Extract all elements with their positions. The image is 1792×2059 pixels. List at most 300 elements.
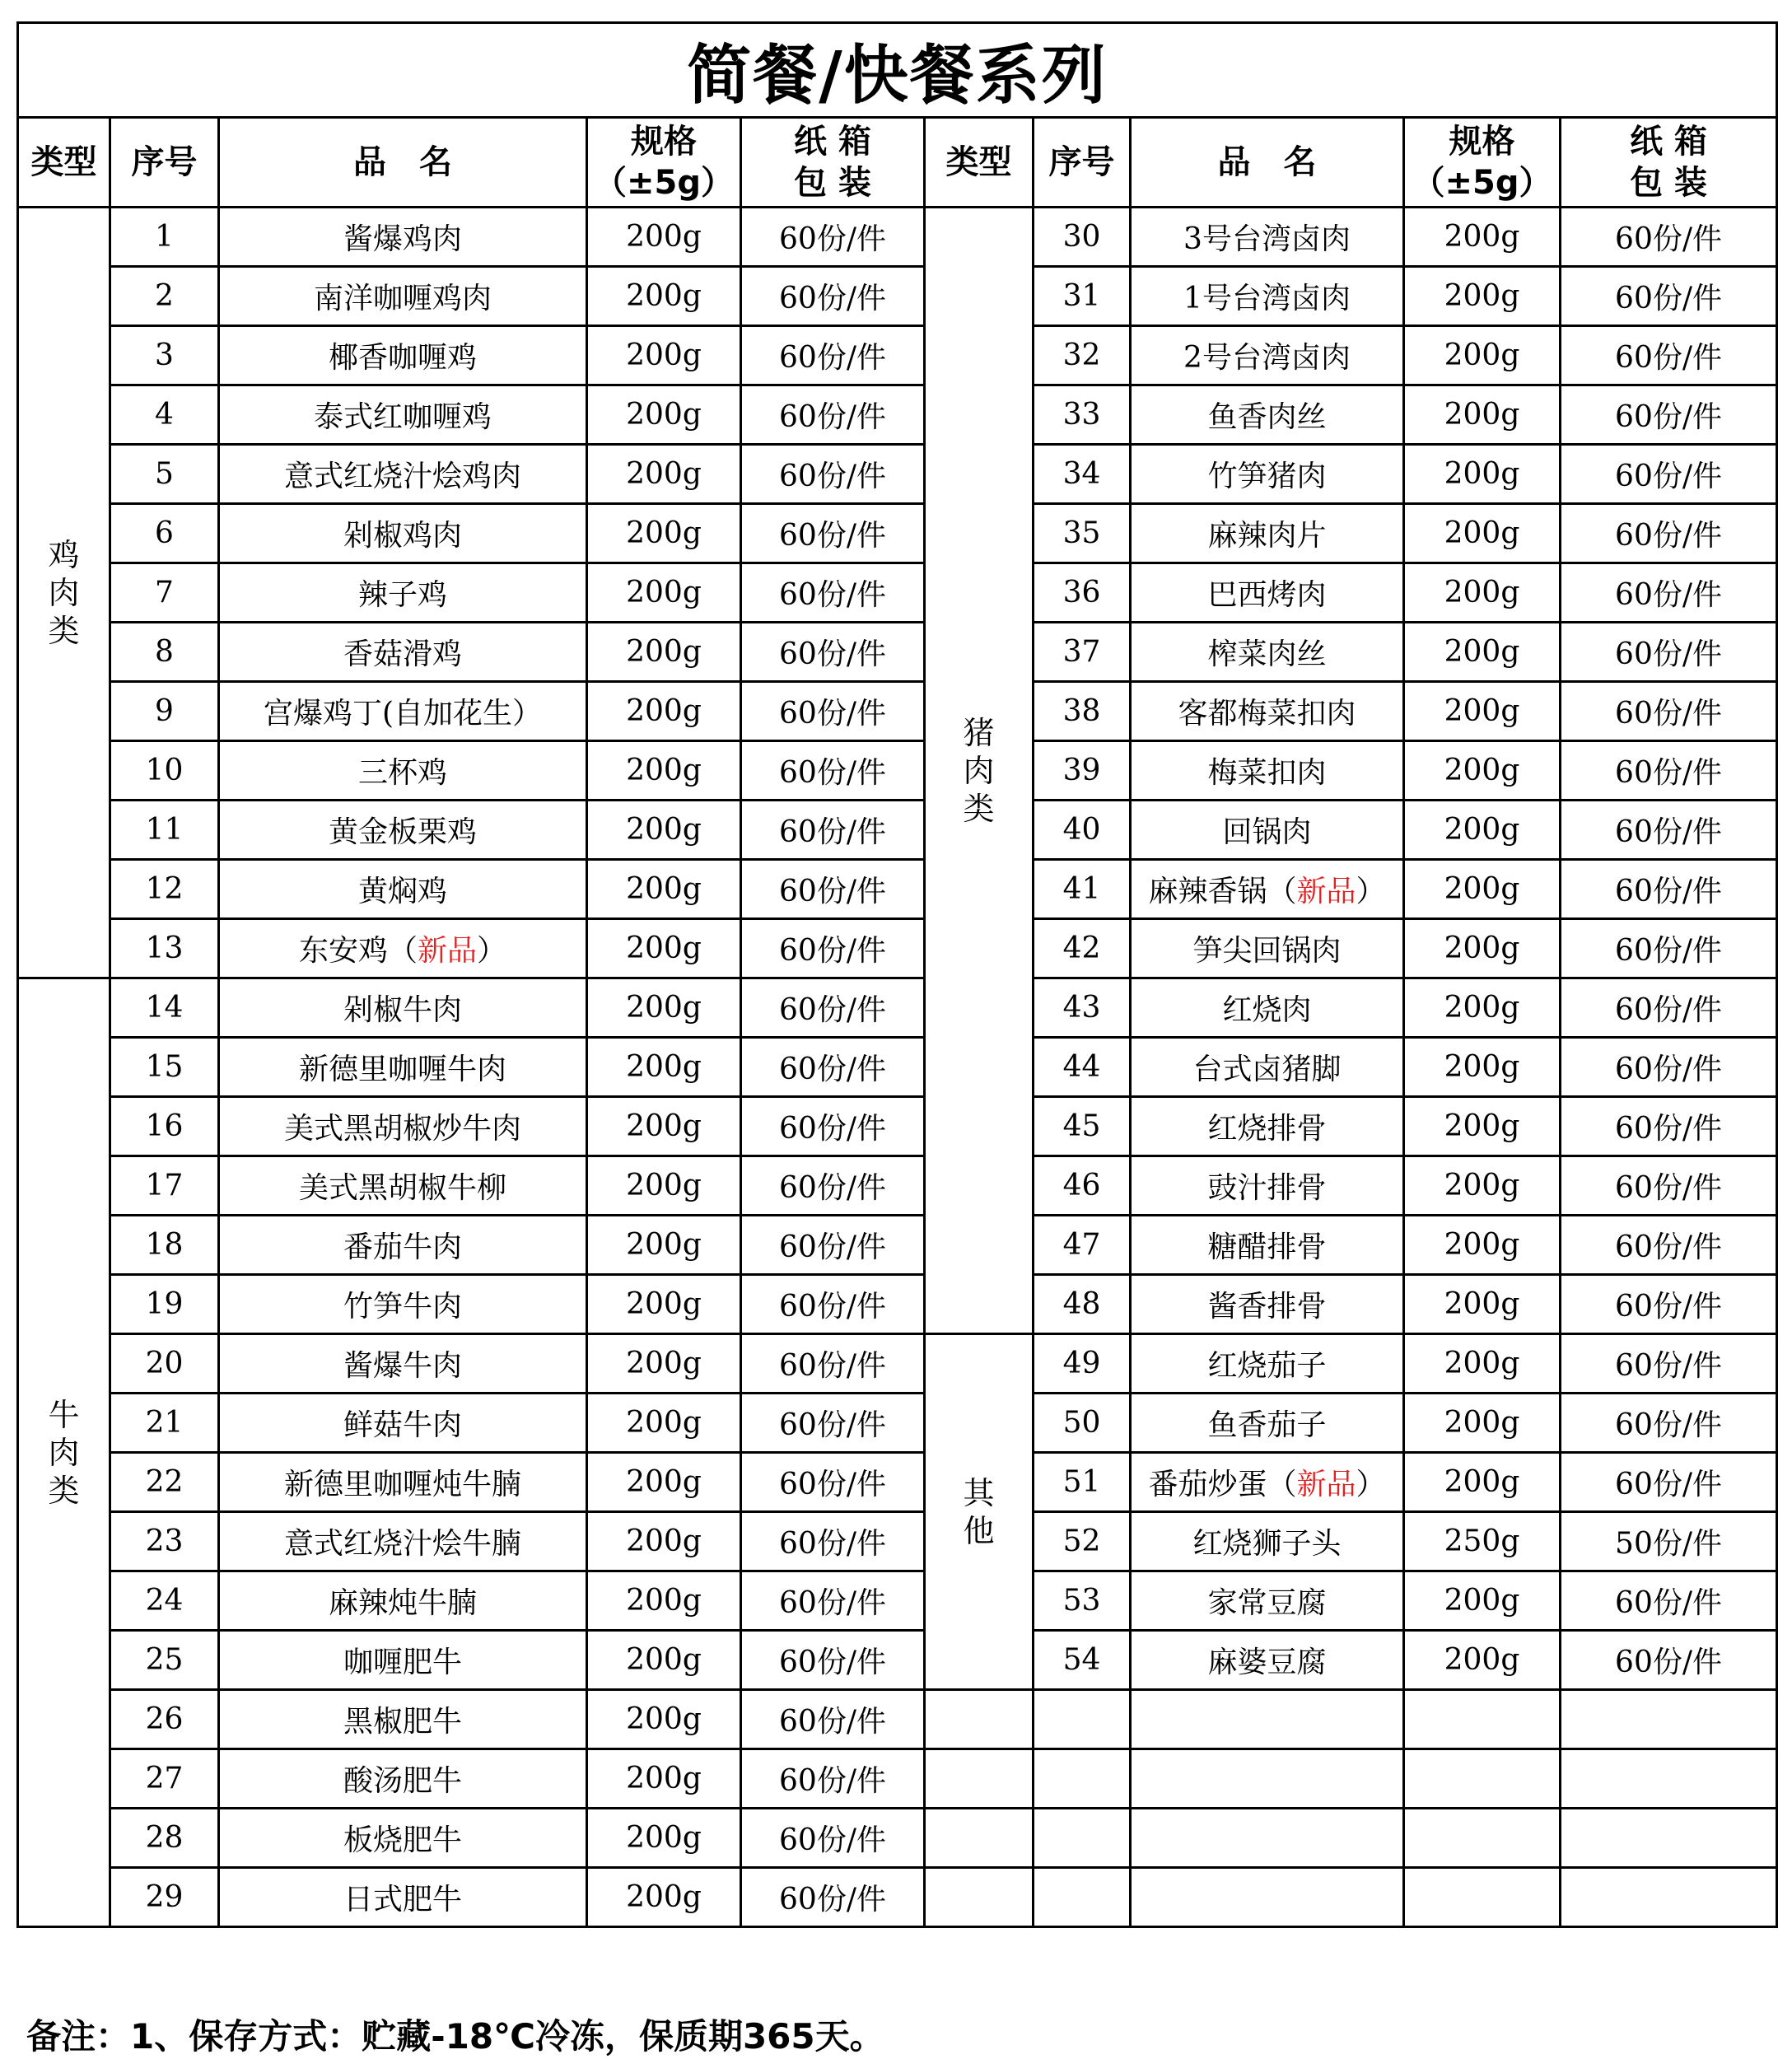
item-name-text: 黄焖鸡 (357, 875, 447, 908)
item-spec: 200g (1404, 1275, 1561, 1334)
category-label: 其他 (963, 1474, 995, 1549)
item-name (219, 563, 587, 623)
item-name (1131, 1334, 1404, 1394)
item-name-end: ） (477, 934, 507, 968)
item-seq: 28 (110, 1809, 219, 1868)
item-pack: 60份/件 (741, 1156, 925, 1216)
new-product-tag: 新品 (417, 934, 477, 968)
item-spec: 200g (587, 1512, 741, 1571)
item-pack: 60份/件 (1561, 919, 1777, 978)
item-seq: 6 (110, 504, 219, 563)
item-pack: 60份/件 (1561, 504, 1777, 563)
item-pack: 60份/件 (1561, 385, 1777, 445)
item-seq: 48 (1034, 1275, 1131, 1334)
empty-cell (1561, 1809, 1777, 1868)
item-pack: 60份/件 (741, 1038, 925, 1097)
item-name-text: 美式黑胡椒炒牛肉 (283, 1112, 521, 1146)
item-seq: 53 (1034, 1571, 1131, 1631)
item-pack: 60份/件 (1561, 1334, 1777, 1394)
item-seq: 33 (1034, 385, 1131, 445)
item-spec: 200g (1404, 1571, 1561, 1631)
page-title: 简餐/快餐系列 (18, 23, 1777, 118)
item-name (219, 1749, 587, 1809)
item-spec: 200g (1404, 1394, 1561, 1453)
item-spec: 200g (1404, 208, 1561, 267)
empty-cell (1404, 1690, 1561, 1749)
item-name-text: 意式红烧汁烩牛腩 (283, 1527, 521, 1561)
item-name (219, 385, 587, 445)
table-row (18, 1749, 1777, 1809)
item-seq: 49 (1034, 1334, 1131, 1394)
item-spec: 200g (1404, 1334, 1561, 1394)
item-name (219, 1453, 587, 1512)
header-seq: 序号 (110, 118, 219, 208)
item-pack: 60份/件 (741, 801, 925, 860)
item-name-text: 麻辣肉片 (1207, 519, 1327, 553)
item-name (1131, 385, 1404, 445)
category-label: 鸡肉类 (48, 536, 80, 649)
item-seq: 25 (110, 1631, 219, 1690)
item-spec: 200g (587, 1156, 741, 1216)
item-name (1131, 978, 1404, 1038)
item-spec: 200g (1404, 445, 1561, 504)
item-name (1131, 1097, 1404, 1156)
item-spec: 200g (1404, 741, 1561, 801)
item-seq: 23 (110, 1512, 219, 1571)
item-pack: 60份/件 (741, 1394, 925, 1453)
table-row (18, 1038, 1777, 1097)
item-name-text: 回锅肉 (1222, 815, 1312, 849)
item-seq: 46 (1034, 1156, 1131, 1216)
item-name (219, 208, 587, 267)
item-name (1131, 741, 1404, 801)
item-seq: 9 (110, 682, 219, 741)
item-name (219, 1394, 587, 1453)
item-seq: 47 (1034, 1216, 1131, 1275)
item-name-text: 客都梅菜扣肉 (1178, 697, 1356, 731)
item-name-text: 东安鸡（ (298, 934, 418, 968)
item-name-text: 麻辣香锅（ (1148, 875, 1297, 908)
item-seq: 34 (1034, 445, 1131, 504)
item-spec: 200g (1404, 1038, 1561, 1097)
header-spec-right: 规格 （±5g） (1404, 118, 1561, 208)
item-seq: 27 (110, 1749, 219, 1809)
item-name-text: 椰香咖喱鸡 (328, 341, 477, 375)
item-spec: 200g (587, 385, 741, 445)
item-name-text: 红烧茄子 (1207, 1349, 1327, 1383)
item-pack: 60份/件 (741, 1809, 925, 1868)
item-name-text: 3号台湾卤肉 (1183, 222, 1351, 256)
item-pack: 60份/件 (1561, 1097, 1777, 1156)
item-name (219, 445, 587, 504)
item-seq: 40 (1034, 801, 1131, 860)
table-row (18, 326, 1777, 385)
item-pack: 60份/件 (741, 504, 925, 563)
table-row (18, 267, 1777, 326)
item-pack: 60份/件 (741, 385, 925, 445)
table-row (18, 1571, 1777, 1631)
item-pack: 60份/件 (741, 208, 925, 267)
item-name-text: 酸汤肥牛 (343, 1764, 462, 1798)
item-pack: 60份/件 (1561, 1631, 1777, 1690)
item-spec: 250g (1404, 1512, 1561, 1571)
item-pack: 60份/件 (1561, 860, 1777, 919)
item-pack: 60份/件 (741, 860, 925, 919)
item-name-text: 意式红烧汁烩鸡肉 (283, 460, 521, 493)
new-product-tag: 新品 (1296, 1468, 1356, 1501)
item-seq: 17 (110, 1156, 219, 1216)
item-name (1131, 267, 1404, 326)
table-row (18, 1690, 1777, 1749)
item-spec: 200g (587, 1334, 741, 1394)
item-pack: 60份/件 (1561, 326, 1777, 385)
item-name-text: 鱼香茄子 (1207, 1408, 1327, 1442)
item-seq: 45 (1034, 1097, 1131, 1156)
item-name (219, 1097, 587, 1156)
item-name (219, 1512, 587, 1571)
item-spec: 200g (587, 267, 741, 326)
item-pack: 50份/件 (1561, 1512, 1777, 1571)
table-row (18, 208, 1777, 267)
item-spec: 200g (1404, 801, 1561, 860)
item-spec: 200g (587, 978, 741, 1038)
table-row (18, 1156, 1777, 1216)
item-spec: 200g (1404, 1216, 1561, 1275)
item-name (1131, 682, 1404, 741)
empty-cell (1034, 1690, 1131, 1749)
item-seq: 3 (110, 326, 219, 385)
item-pack: 60份/件 (1561, 741, 1777, 801)
item-seq: 1 (110, 208, 219, 267)
item-seq: 22 (110, 1453, 219, 1512)
item-name-text: 酱香排骨 (1207, 1290, 1327, 1324)
item-pack: 60份/件 (741, 563, 925, 623)
item-name-text: 梅菜扣肉 (1207, 756, 1327, 790)
item-spec: 200g (1404, 919, 1561, 978)
item-seq: 38 (1034, 682, 1131, 741)
item-name-text: 南洋咖喱鸡肉 (313, 282, 492, 315)
item-name-text: 剁椒牛肉 (343, 993, 462, 1027)
item-pack: 60份/件 (741, 1868, 925, 1927)
empty-cell (1034, 1868, 1131, 1927)
table-row (18, 1453, 1777, 1512)
table-row (18, 1809, 1777, 1868)
item-spec: 200g (587, 1809, 741, 1868)
item-spec: 200g (587, 1394, 741, 1453)
table-row (18, 1512, 1777, 1571)
empty-cell (1034, 1809, 1131, 1868)
item-name (1131, 623, 1404, 682)
table-row (18, 623, 1777, 682)
item-name (219, 741, 587, 801)
item-spec: 200g (1404, 504, 1561, 563)
item-pack: 60份/件 (1561, 682, 1777, 741)
item-spec: 200g (1404, 682, 1561, 741)
item-name (219, 1631, 587, 1690)
item-name-text: 番茄炒蛋（ (1148, 1468, 1297, 1501)
category-cell (18, 208, 110, 978)
item-pack: 60份/件 (741, 1512, 925, 1571)
item-name (1131, 1216, 1404, 1275)
item-pack: 60份/件 (1561, 1038, 1777, 1097)
item-name-text: 巴西烤肉 (1207, 578, 1327, 612)
item-name (219, 978, 587, 1038)
item-pack: 60份/件 (1561, 978, 1777, 1038)
empty-cell (1561, 1868, 1777, 1927)
table-row (18, 919, 1777, 978)
item-pack: 60份/件 (1561, 1571, 1777, 1631)
item-name-text: 1号台湾卤肉 (1183, 282, 1351, 315)
item-spec: 200g (587, 919, 741, 978)
item-pack: 60份/件 (741, 1631, 925, 1690)
item-name-text: 黄金板栗鸡 (328, 815, 477, 849)
item-name (1131, 326, 1404, 385)
item-seq: 11 (110, 801, 219, 860)
item-seq: 7 (110, 563, 219, 623)
table-row (18, 1097, 1777, 1156)
item-spec: 200g (587, 1571, 741, 1631)
header-type: 类型 (18, 118, 110, 208)
item-seq: 39 (1034, 741, 1131, 801)
item-name (1131, 1394, 1404, 1453)
empty-cell (925, 1749, 1034, 1809)
item-seq: 50 (1034, 1394, 1131, 1453)
table-row (18, 860, 1777, 919)
table-row (18, 682, 1777, 741)
item-name-text: 板烧肥牛 (343, 1823, 462, 1857)
empty-cell (1131, 1809, 1404, 1868)
item-spec: 200g (1404, 267, 1561, 326)
item-seq: 4 (110, 385, 219, 445)
item-seq: 16 (110, 1097, 219, 1156)
item-pack: 60份/件 (1561, 623, 1777, 682)
header-pack: 纸 箱 包 装 (741, 118, 925, 208)
item-pack: 60份/件 (741, 1749, 925, 1809)
item-name (1131, 801, 1404, 860)
item-spec: 200g (587, 860, 741, 919)
table-row (18, 1275, 1777, 1334)
item-name (1131, 1512, 1404, 1571)
item-spec: 200g (1404, 978, 1561, 1038)
item-pack: 60份/件 (741, 1453, 925, 1512)
item-name (1131, 1631, 1404, 1690)
item-seq: 8 (110, 623, 219, 682)
item-pack: 60份/件 (741, 1571, 925, 1631)
item-spec: 200g (1404, 623, 1561, 682)
item-name-text: 麻辣炖牛腩 (328, 1586, 477, 1620)
item-pack: 60份/件 (741, 978, 925, 1038)
item-name (219, 860, 587, 919)
item-seq: 43 (1034, 978, 1131, 1038)
item-seq: 29 (110, 1868, 219, 1927)
table-row (18, 504, 1777, 563)
item-name-end: ） (1356, 1468, 1386, 1501)
item-pack: 60份/件 (1561, 1275, 1777, 1334)
item-spec: 200g (587, 1868, 741, 1927)
category-cell (18, 978, 110, 1927)
item-name-text: 酱爆牛肉 (343, 1349, 462, 1383)
item-name (219, 1809, 587, 1868)
empty-cell (925, 1809, 1034, 1868)
item-name-text: 台式卤猪脚 (1192, 1053, 1342, 1086)
item-name (219, 1156, 587, 1216)
empty-cell (1131, 1868, 1404, 1927)
item-name-text: 麻婆豆腐 (1207, 1646, 1327, 1679)
item-name-text: 竹笋牛肉 (343, 1290, 462, 1324)
item-spec: 200g (1404, 1631, 1561, 1690)
item-name-text: 剁椒鸡肉 (343, 519, 462, 553)
item-name (1131, 1571, 1404, 1631)
item-spec: 200g (1404, 326, 1561, 385)
table-row (18, 1334, 1777, 1394)
item-name (1131, 445, 1404, 504)
item-pack: 60份/件 (741, 445, 925, 504)
item-pack: 60份/件 (1561, 563, 1777, 623)
item-pack: 60份/件 (741, 1334, 925, 1394)
item-name (219, 1216, 587, 1275)
empty-cell (1131, 1749, 1404, 1809)
header-type-right: 类型 (925, 118, 1034, 208)
item-seq: 31 (1034, 267, 1131, 326)
item-pack: 60份/件 (1561, 801, 1777, 860)
item-name-text: 红烧排骨 (1207, 1112, 1327, 1146)
item-name-text: 黑椒肥牛 (343, 1705, 462, 1739)
item-name (1131, 1275, 1404, 1334)
table-row (18, 445, 1777, 504)
item-name-text: 榨菜肉丝 (1207, 637, 1327, 671)
item-seq: 35 (1034, 504, 1131, 563)
item-name-text: 竹笋猪肉 (1207, 460, 1327, 493)
item-seq: 41 (1034, 860, 1131, 919)
item-spec: 200g (587, 504, 741, 563)
item-pack: 60份/件 (741, 1690, 925, 1749)
item-name (219, 1868, 587, 1927)
item-spec: 200g (587, 1690, 741, 1749)
item-pack: 60份/件 (741, 326, 925, 385)
item-spec: 200g (587, 1216, 741, 1275)
header-pack-right: 纸 箱 包 装 (1561, 118, 1777, 208)
header-seq-right: 序号 (1034, 118, 1131, 208)
table-row (18, 1394, 1777, 1453)
category-label: 牛肉类 (48, 1396, 80, 1509)
item-name (1131, 1156, 1404, 1216)
item-seq: 2 (110, 267, 219, 326)
item-name-end: ） (1356, 875, 1386, 908)
item-name-text: 2号台湾卤肉 (1183, 341, 1351, 375)
item-pack: 60份/件 (741, 1216, 925, 1275)
item-name-text: 鲜菇牛肉 (343, 1408, 462, 1442)
item-seq: 36 (1034, 563, 1131, 623)
header-row (18, 118, 1777, 208)
item-spec: 200g (1404, 1156, 1561, 1216)
item-name-text: 宫爆鸡丁(自加花生） (263, 697, 543, 731)
empty-cell (1404, 1749, 1561, 1809)
item-name (219, 682, 587, 741)
table-row (18, 978, 1777, 1038)
item-spec: 200g (1404, 1453, 1561, 1512)
item-seq: 30 (1034, 208, 1131, 267)
item-seq: 37 (1034, 623, 1131, 682)
item-pack: 60份/件 (741, 919, 925, 978)
item-name-text: 咖喱肥牛 (343, 1646, 462, 1679)
item-spec: 200g (587, 623, 741, 682)
item-spec: 200g (1404, 563, 1561, 623)
item-seq: 44 (1034, 1038, 1131, 1097)
item-name (1131, 919, 1404, 978)
item-name (219, 623, 587, 682)
empty-cell (925, 1868, 1034, 1927)
item-spec: 200g (587, 445, 741, 504)
item-spec: 200g (587, 326, 741, 385)
item-spec: 200g (587, 1749, 741, 1809)
empty-cell (1131, 1690, 1404, 1749)
item-pack: 60份/件 (741, 741, 925, 801)
item-spec: 200g (587, 208, 741, 267)
item-name (219, 1334, 587, 1394)
item-name-text: 美式黑胡椒牛柳 (298, 1171, 506, 1205)
item-name (219, 504, 587, 563)
item-name (1131, 860, 1404, 919)
item-pack: 60份/件 (1561, 1156, 1777, 1216)
item-name-text: 豉汁排骨 (1207, 1171, 1327, 1205)
item-pack: 60份/件 (1561, 208, 1777, 267)
category-cell (925, 208, 1034, 1334)
item-spec: 200g (587, 741, 741, 801)
table-row (18, 1216, 1777, 1275)
table-row (18, 563, 1777, 623)
item-seq: 54 (1034, 1631, 1131, 1690)
item-seq: 21 (110, 1394, 219, 1453)
item-pack: 60份/件 (1561, 1216, 1777, 1275)
item-name (219, 1038, 587, 1097)
item-seq: 15 (110, 1038, 219, 1097)
category-label: 猪肉类 (963, 714, 995, 827)
item-seq: 20 (110, 1334, 219, 1394)
item-seq: 18 (110, 1216, 219, 1275)
item-spec: 200g (1404, 385, 1561, 445)
item-name (219, 1275, 587, 1334)
table-row (18, 385, 1777, 445)
item-pack: 60份/件 (741, 1097, 925, 1156)
item-name-text: 酱爆鸡肉 (343, 222, 462, 256)
item-name (219, 919, 587, 978)
item-spec: 200g (587, 1453, 741, 1512)
item-seq: 12 (110, 860, 219, 919)
item-pack: 60份/件 (741, 623, 925, 682)
item-name (1131, 1453, 1404, 1512)
item-name (219, 1690, 587, 1749)
item-name-text: 新德里咖喱牛肉 (298, 1053, 506, 1086)
item-pack: 60份/件 (741, 267, 925, 326)
empty-cell (1404, 1868, 1561, 1927)
item-seq: 13 (110, 919, 219, 978)
new-product-tag: 新品 (1296, 875, 1356, 908)
header-name-right: 品 名 (1131, 118, 1404, 208)
item-seq: 52 (1034, 1512, 1131, 1571)
item-name-text: 香菇滑鸡 (343, 637, 462, 671)
item-name (219, 1571, 587, 1631)
item-name (1131, 504, 1404, 563)
item-name-text: 家常豆腐 (1207, 1586, 1327, 1620)
footnote: 备注：1、保存方式：贮藏-18℃冷冻，保质期365天。 (26, 2016, 884, 2057)
item-seq: 26 (110, 1690, 219, 1749)
item-seq: 42 (1034, 919, 1131, 978)
item-seq: 19 (110, 1275, 219, 1334)
item-pack: 60份/件 (741, 682, 925, 741)
item-name (219, 326, 587, 385)
empty-cell (1034, 1749, 1131, 1809)
menu-table (16, 21, 1778, 1928)
